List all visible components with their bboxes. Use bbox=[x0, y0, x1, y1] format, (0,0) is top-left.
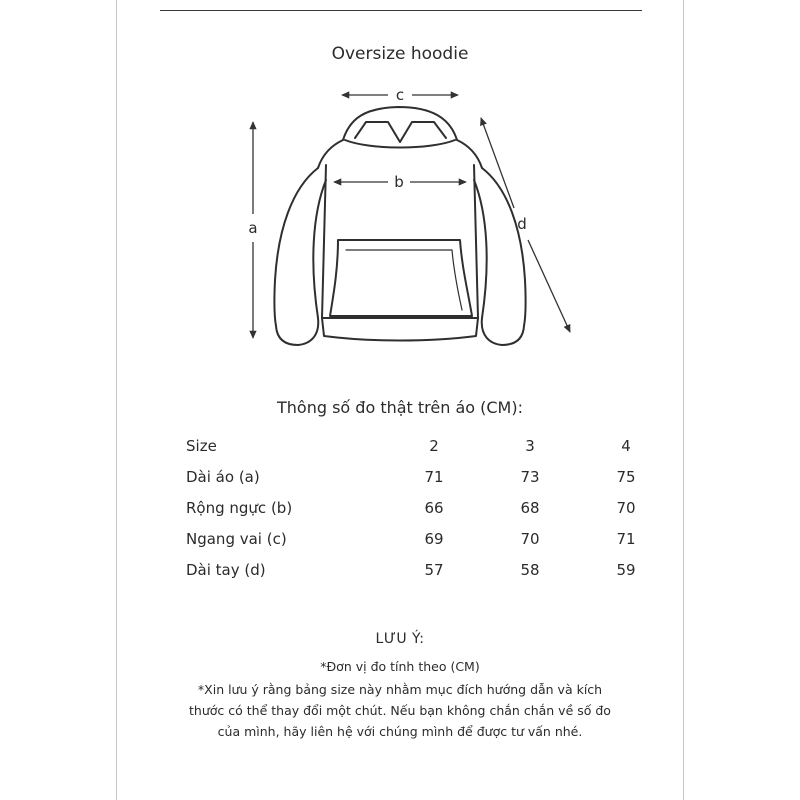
table-cell: 70 bbox=[616, 498, 636, 517]
label-a: a bbox=[248, 219, 258, 237]
label-d: d bbox=[517, 215, 527, 233]
row-label: Dài tay (d) bbox=[186, 560, 266, 579]
size-table bbox=[186, 430, 674, 585]
table-row bbox=[186, 461, 674, 492]
table-cell: 68 bbox=[520, 498, 540, 517]
table-header-cell: 4 bbox=[621, 436, 631, 455]
table-cell: 75 bbox=[616, 467, 636, 486]
page-title: Oversize hoodie bbox=[331, 44, 469, 64]
note-line: thước có thể thay đổi một chút. Nếu bạn không chắn chắn về số đo bbox=[189, 703, 611, 718]
table-cell: 70 bbox=[520, 529, 540, 548]
table-cell: 73 bbox=[520, 467, 540, 486]
shoulder-left bbox=[318, 140, 343, 168]
hood-outline bbox=[343, 107, 457, 140]
arrow-d-bottom bbox=[528, 240, 570, 332]
shoulder-right bbox=[457, 140, 482, 168]
table-cell: 69 bbox=[424, 529, 444, 548]
note-line: của mình, hãy liên hệ với chúng mình để được tư vấn nhé. bbox=[217, 724, 583, 739]
table-header-row bbox=[186, 430, 674, 461]
table-cell: 71 bbox=[616, 529, 636, 548]
table-header-cell: 3 bbox=[525, 436, 535, 455]
row-label: Dài áo (a) bbox=[186, 467, 260, 486]
table-row bbox=[186, 554, 674, 585]
cuff-right bbox=[482, 318, 524, 345]
label-b: b bbox=[394, 173, 404, 191]
sleeve-right-outer bbox=[482, 168, 526, 326]
table-cell: 57 bbox=[424, 560, 444, 579]
sleeve-left-outer bbox=[274, 168, 318, 326]
table-cell: 66 bbox=[424, 498, 444, 517]
table-row bbox=[186, 523, 674, 554]
arrow-d-top bbox=[481, 118, 514, 208]
table-cell: 58 bbox=[520, 560, 540, 579]
hood-inner bbox=[355, 122, 446, 142]
table-row bbox=[186, 492, 674, 523]
table-header-cell: Size bbox=[186, 436, 217, 455]
table-header-cell: 2 bbox=[429, 436, 439, 455]
row-label: Rộng ngực (b) bbox=[186, 498, 293, 517]
table-cell: 71 bbox=[424, 467, 444, 486]
kangaroo-pocket bbox=[330, 240, 472, 316]
cuff-left bbox=[276, 318, 318, 345]
size-table-title: Thông số đo thật trên áo (CM): bbox=[276, 398, 523, 417]
table-cell: 59 bbox=[616, 560, 636, 579]
hem-band bbox=[322, 318, 478, 341]
label-c: c bbox=[395, 86, 405, 104]
notes-heading: LƯU Ý: bbox=[375, 631, 425, 647]
note-line: *Xin lưu ý rằng bảng size này nhằm mục đích hướng dẫn và kích bbox=[197, 682, 603, 697]
row-label: Ngang vai (c) bbox=[186, 529, 287, 548]
note-line: *Đơn vị đo tính theo (CM) bbox=[320, 659, 480, 674]
pocket-stitch bbox=[346, 250, 462, 310]
